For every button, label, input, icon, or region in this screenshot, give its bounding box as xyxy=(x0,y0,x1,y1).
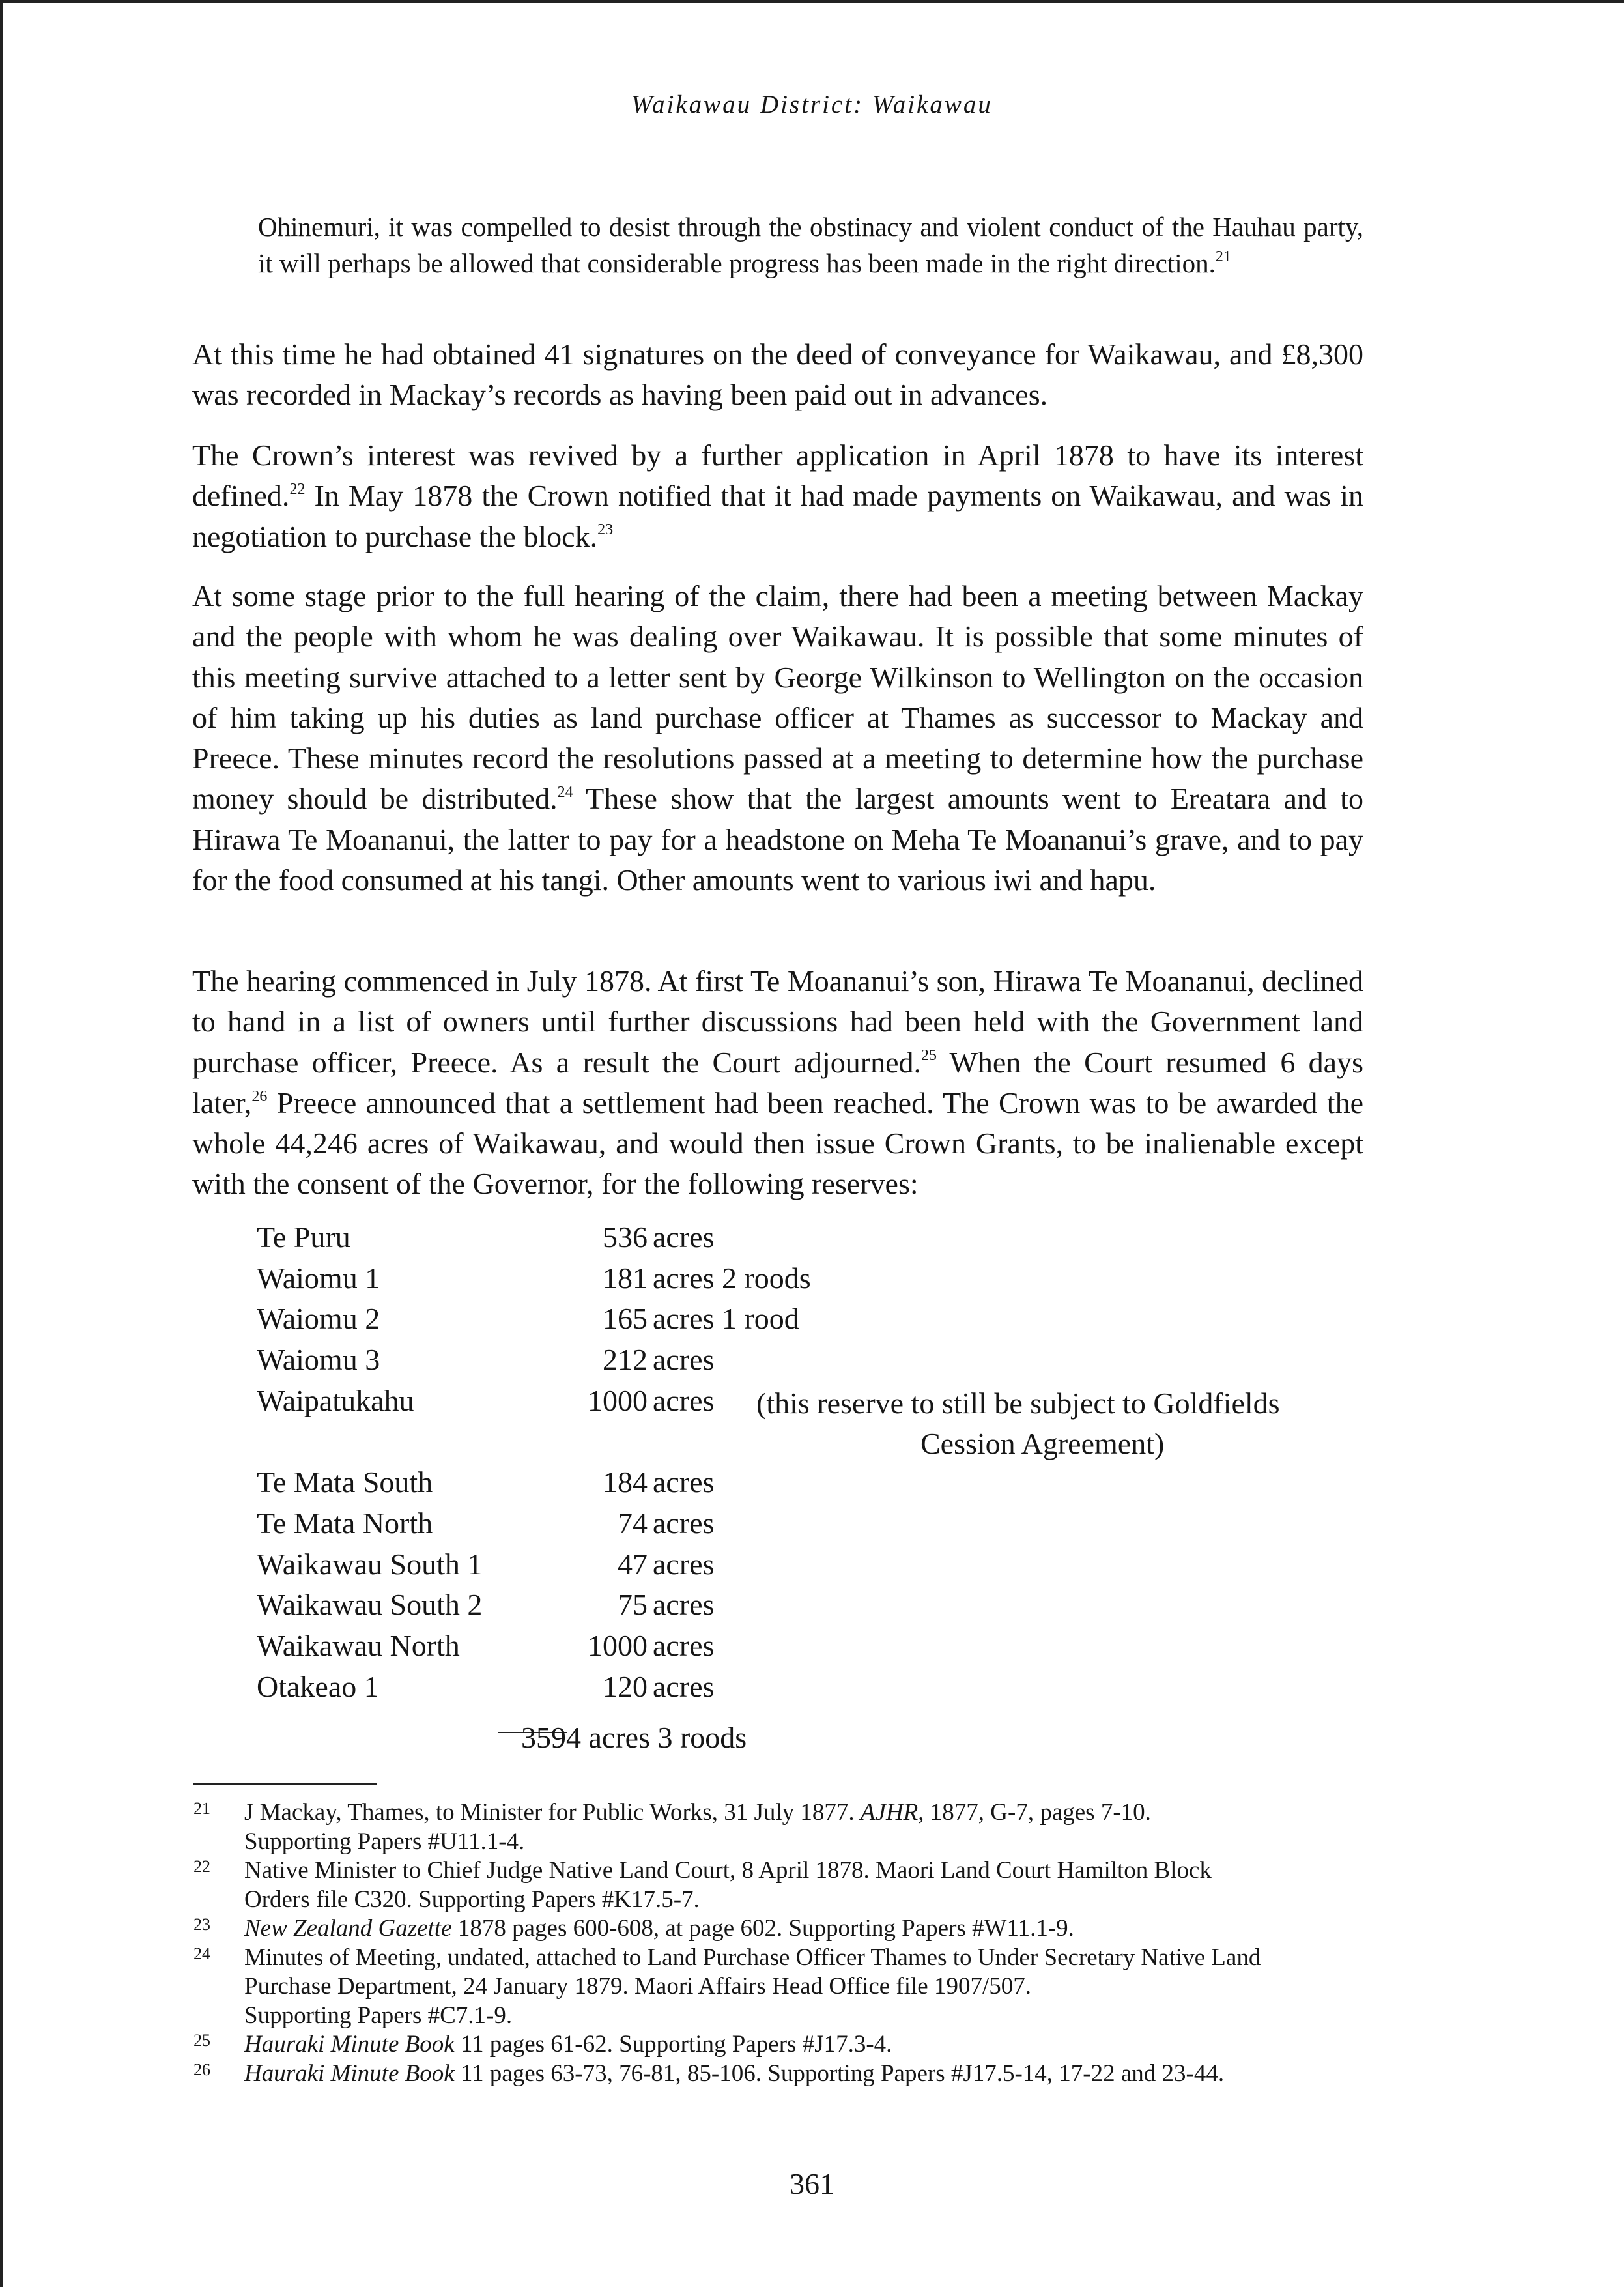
reserve-amount: 75 xyxy=(618,1588,648,1622)
running-head: Waikawau District: Waikawau xyxy=(631,91,993,119)
reserve-amount: 47 xyxy=(618,1547,648,1581)
footnote xyxy=(193,1944,1366,2031)
reserve-amount: 1000 xyxy=(588,1628,648,1662)
reserve-name: Waikawau North xyxy=(257,1628,460,1662)
paragraph-text: The Crown’s interest was revived by a further application in April 1878 to have its interest defined. xyxy=(192,439,1363,513)
footnote-number: 22 xyxy=(193,1857,210,1876)
footnote xyxy=(193,2060,1366,2089)
reserve-row xyxy=(257,1301,1332,1342)
footnote-text: Supporting Papers #U11.1-4. xyxy=(244,1828,525,1855)
paragraph-text: These show that the largest amounts went to Ereatara and to Hirawa Te Moananui, the latter to pay for a headstone on Meha Te Moananui’s grave, and to pay for the food consumed at his tangi. Other amounts went to various iwi and hapu. xyxy=(192,782,1363,897)
reserve-unit: acres 1 rood xyxy=(653,1302,799,1336)
footnote-ref: 26 xyxy=(251,1087,268,1105)
reserve-amount: 536 xyxy=(603,1220,648,1254)
reserve-name: Waiomu 2 xyxy=(257,1302,380,1336)
reserve-note-line: (this reserve to still be subject to Goldfields xyxy=(756,1386,1280,1420)
reserve-name: Te Mata North xyxy=(257,1506,433,1540)
reserve-name: Te Puru xyxy=(257,1220,350,1254)
reserve-unit: acres xyxy=(653,1628,715,1662)
paragraph-text: At this time he had obtained 41 signatures on the deed of conveyance for Waikawau, and £8,300 was recorded in Mackay’s records as having been paid out in advances. xyxy=(192,338,1363,412)
footnote-text: 1878 pages 600-608, at page 602. Supporting Papers #W11.1-9. xyxy=(451,1915,1074,1942)
footnote-italic: AJHR xyxy=(860,1799,919,1826)
reserve-note-line: Cession Agreement) xyxy=(920,1427,1165,1461)
reserve-row xyxy=(257,1261,1332,1302)
reserve-unit: acres xyxy=(653,1588,715,1622)
reserve-unit: acres xyxy=(653,1669,715,1703)
footnote-rule xyxy=(193,1783,377,1785)
footnote-ref: 24 xyxy=(557,784,573,801)
reserve-amount: 212 xyxy=(603,1343,648,1377)
block-quote-text: Ohinemuri, it was compelled to desist through the obstinacy and violent conduct of the Hauhau party, it will perhaps be allowed that considerable progress has been made in the right direction. xyxy=(258,212,1363,278)
paragraph-2 xyxy=(192,435,1363,557)
reserve-name: Waikawau South 2 xyxy=(257,1588,483,1622)
page-left-border xyxy=(0,0,3,2287)
footnote xyxy=(193,1914,1366,1944)
footnote-number: 23 xyxy=(193,1915,210,1934)
reserve-amount: 120 xyxy=(603,1669,648,1703)
paragraph-4 xyxy=(192,961,1363,1205)
reserve-note xyxy=(662,1383,1280,1465)
paragraph-text: Preece announced that a settlement had been reached. The Crown was to be awarded the whole 44,246 acres of Waikawau, and would then issue Crown Grants, to be inalienable except with the consent of the Governor, for the following reserves: xyxy=(192,1086,1363,1201)
reserve-name: Waiomu 3 xyxy=(257,1343,380,1377)
footnote-text: Native Minister to Chief Judge Native Land Court, 8 April 1878. Maori Land Court Hamilton Block xyxy=(244,1857,1212,1884)
reserve-unit: acres 2 roods xyxy=(653,1261,811,1295)
footnote xyxy=(193,1856,1366,1914)
footnote-italic: New Zealand Gazette xyxy=(244,1915,452,1942)
footnote xyxy=(193,1798,1366,1856)
paragraph-text: At some stage prior to the full hearing of the claim, there had been a meeting between Mackay and the people with whom he was dealing over Waikawau. It is possible that some minutes of this meeting survive attached to a letter sent by George Wilkinson to Wellington on the occasion of him taking up his duties as land purchase officer at Thames as successor to Mackay and Preece. These minutes record the resolutions passed at a meeting to determine how the purchase money should be distributed. xyxy=(192,579,1363,816)
reserve-unit: acres xyxy=(653,1465,715,1499)
footnote-ref: 23 xyxy=(597,521,614,539)
reserve-amount: 165 xyxy=(603,1302,648,1336)
reserve-row xyxy=(257,1383,1332,1465)
footnote-text: 11 pages 63-73, 76-81, 85-106. Supporting Papers #J17.5-14, 17-22 and 23-44. xyxy=(454,2060,1225,2087)
reserve-unit: acres xyxy=(653,1343,715,1377)
reserve-row xyxy=(257,1587,1332,1628)
footnote-number: 24 xyxy=(193,1944,210,1963)
footnote-text: , 1877, G-7, pages 7-10. xyxy=(918,1799,1151,1826)
footnote-text: Minutes of Meeting, undated, attached to Land Purchase Officer Thames to Under Secretary Native Land xyxy=(244,1944,1261,1971)
footnote-text: Purchase Department, 24 January 1879. Maori Affairs Head Office file 1907/507. xyxy=(244,1973,1031,2000)
footnote-italic: Hauraki Minute Book xyxy=(244,2060,455,2087)
reserve-unit: acres xyxy=(653,1547,715,1581)
page-number: 361 xyxy=(790,2167,834,2200)
reserves-table xyxy=(257,1220,1332,1710)
footnote-ref: 25 xyxy=(921,1047,937,1065)
footnote-text: Supporting Papers #C7.1-9. xyxy=(244,2002,513,2029)
reserve-row xyxy=(257,1465,1332,1506)
reserve-row xyxy=(257,1506,1332,1547)
reserve-name: Otakeao 1 xyxy=(257,1669,379,1703)
paragraph-1 xyxy=(192,334,1363,416)
reserve-row xyxy=(257,1669,1332,1710)
reserve-unit: acres xyxy=(653,1220,715,1254)
footnote-italic: Hauraki Minute Book xyxy=(244,2031,455,2058)
reserve-unit: acres xyxy=(653,1383,715,1417)
footnote-text: J Mackay, Thames, to Minister for Public Works, 31 July 1877. xyxy=(244,1799,861,1826)
reserve-name: Waiomu 1 xyxy=(257,1261,380,1295)
block-quote xyxy=(258,209,1363,281)
reserve-name: Te Mata South xyxy=(257,1465,433,1499)
reserve-row xyxy=(257,1342,1332,1383)
footnote-number: 26 xyxy=(193,2060,210,2079)
paragraph-3 xyxy=(192,576,1363,900)
footnote-ref: 22 xyxy=(289,480,306,498)
footnote-number: 21 xyxy=(193,1799,210,1818)
reserve-row xyxy=(257,1547,1332,1588)
footnote-text: 11 pages 61-62. Supporting Papers #J17.3-4. xyxy=(454,2031,892,2058)
footnote-ref: 21 xyxy=(1215,248,1231,266)
reserve-unit: acres xyxy=(653,1506,715,1540)
reserves-total: 3594 acres 3 roods xyxy=(521,1721,747,1754)
reserve-name: Waikawau South 1 xyxy=(257,1547,483,1581)
footnote xyxy=(193,2030,1366,2060)
paragraph-text: In May 1878 the Crown notified that it had made payments on Waikawau, and was in negotiation to purchase the block. xyxy=(192,479,1363,553)
page-top-border xyxy=(0,0,1624,3)
paragraph-text: When the Court resumed 6 days later, xyxy=(192,1045,1363,1119)
reserve-amount: 74 xyxy=(618,1506,648,1540)
paragraph-text: The hearing commenced in July 1878. At first Te Moananui’s son, Hirawa Te Moananui, declined to hand in a list of owners until further discussions had been held with the Government land purchase officer, Preece. As a result the Court adjourned. xyxy=(192,964,1363,1079)
footnotes xyxy=(193,1798,1366,2088)
reserve-row xyxy=(257,1628,1332,1669)
reserve-amount: 184 xyxy=(603,1465,648,1499)
reserve-amount: 181 xyxy=(603,1261,648,1295)
reserve-row xyxy=(257,1220,1332,1261)
footnote-text: Orders file C320. Supporting Papers #K17.5-7. xyxy=(244,1886,700,1913)
reserve-amount: 1000 xyxy=(588,1383,648,1417)
footnote-number: 25 xyxy=(193,2031,210,2050)
reserve-name: Waipatukahu xyxy=(257,1383,414,1417)
